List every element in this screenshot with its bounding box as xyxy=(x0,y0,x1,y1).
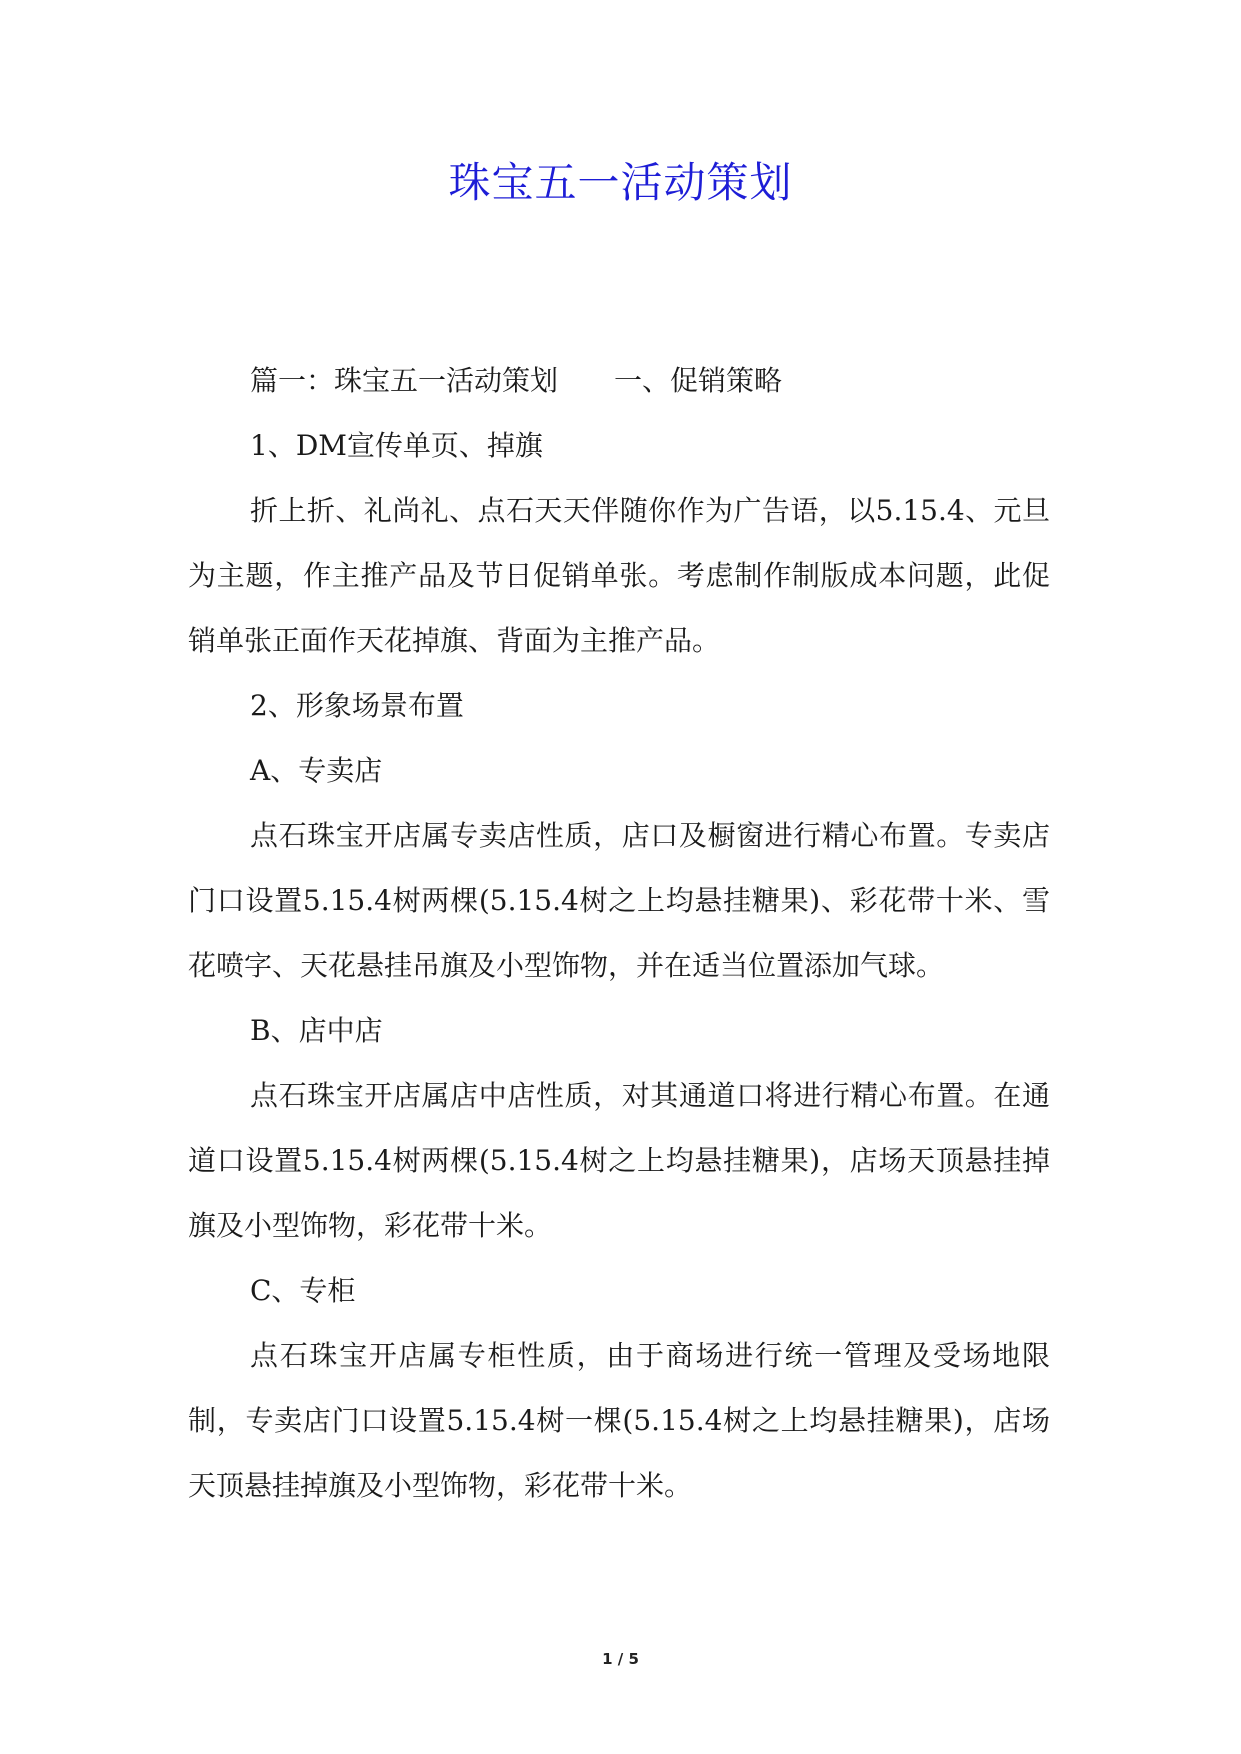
body-paragraph-counter: 点石珠宝开店属专柜性质，由于商场进行统一管理及受场地限制，专卖店门口设置5.15.4树一棵(5.15.4树之上均悬挂糖果)，店场天顶悬挂掉旗及小型饰物，彩花带十米。 xyxy=(188,1339,1050,1502)
body-paragraph-flagship-store: 点石珠宝开店属专卖店性质，店口及橱窗进行精心布置。专卖店门口设置5.15.4树两棵(5.15.4树之上均悬挂糖果)、彩花带十米、雪花喷字、天花悬挂吊旗及小型饰物，并在适当位置添加气球。 xyxy=(188,819,1050,982)
subheading-shop-in-shop: B、店中店 xyxy=(250,1014,383,1047)
body-paragraph-slogan: 折上折、礼尚礼、点石天天伴随你作为广告语，以5.15.4、元旦为主题，作主推产品及节日促销单张。考虑制作制版成本问题，此促销单张正面作天花掉旗、背面为主推产品。 xyxy=(188,494,1050,657)
subheading-scene-layout: 2、形象场景布置 xyxy=(250,689,464,722)
subheading-counter: C、专柜 xyxy=(250,1274,356,1307)
subheading-flagship-store: A、专卖店 xyxy=(250,754,383,787)
body-paragraph-shop-in-shop: 点石珠宝开店属店中店性质，对其通道口将进行精心布置。在通道口设置5.15.4树两棵(5.15.4树之上均悬挂糖果)，店场天顶悬挂掉旗及小型饰物，彩花带十米。 xyxy=(188,1079,1050,1242)
subheading-dm-flyer: 1、DM宣传单页、掉旗 xyxy=(250,429,543,462)
page-number: 1 / 5 xyxy=(602,1650,639,1668)
document-title: 珠宝五一活动策划 xyxy=(448,158,793,207)
section-heading-paragraph: 篇一：珠宝五一活动策划 一、促销策略 xyxy=(250,364,783,397)
document-body xyxy=(188,348,1050,1518)
